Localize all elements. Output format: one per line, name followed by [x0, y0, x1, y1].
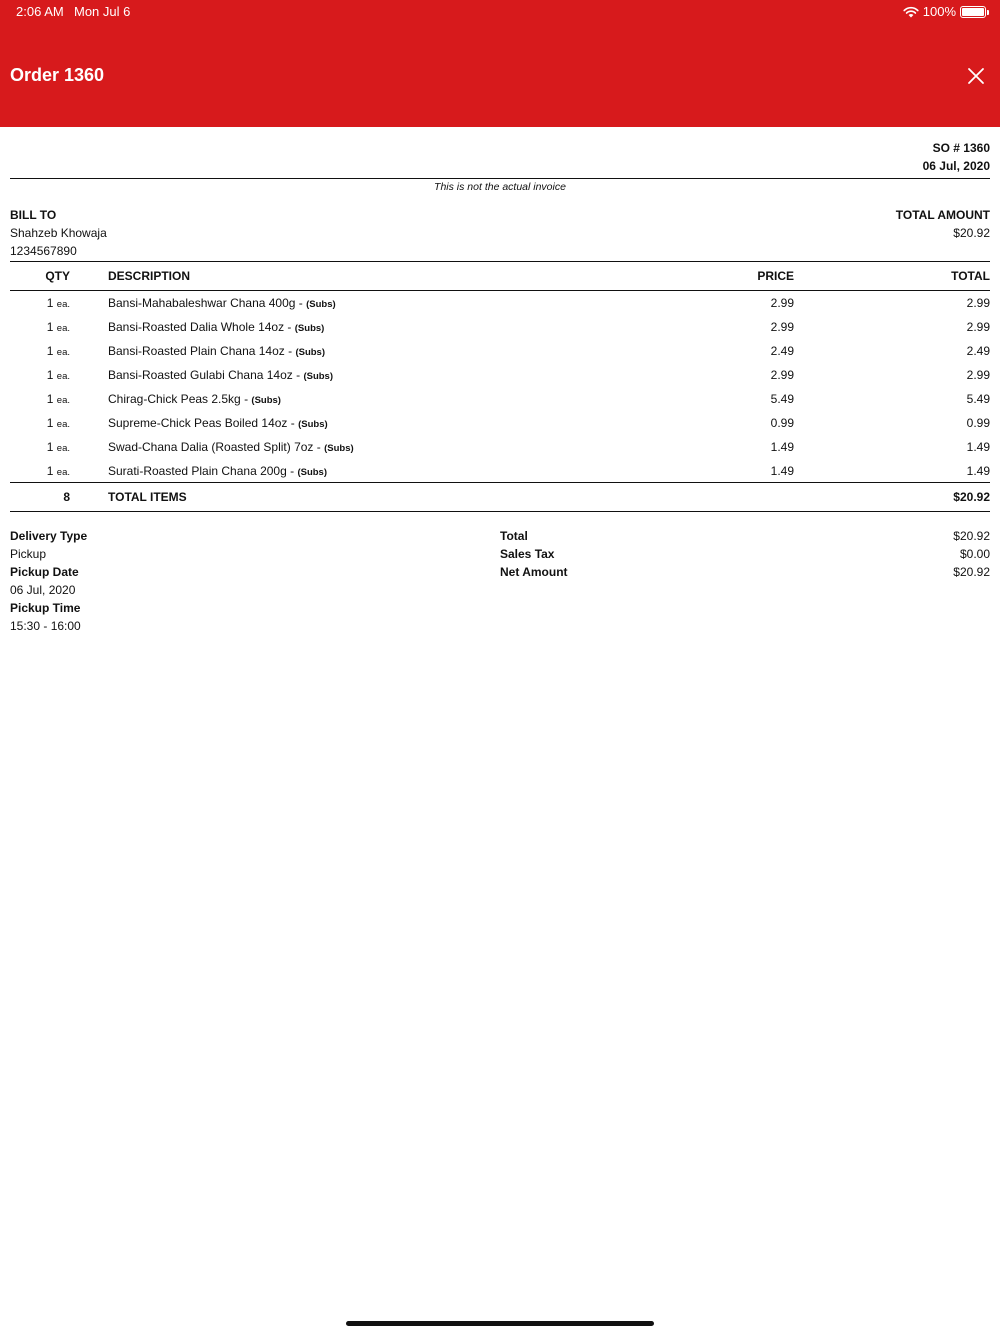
item-description	[108, 392, 281, 406]
divider	[10, 290, 990, 291]
summary-sales-tax-value: $0.00	[959, 547, 990, 561]
home-indicator[interactable]	[346, 1321, 654, 1326]
item-price: 2.99	[770, 368, 794, 382]
page-title: Order 1360	[10, 65, 105, 85]
summary-net-amount-value: $20.92	[953, 565, 990, 579]
qty-value: 1	[46, 392, 54, 406]
item-total: 2.99	[966, 320, 990, 334]
invoice-date: 06 Jul, 2020	[922, 159, 990, 173]
table-row	[0, 440, 1000, 464]
pickup-time-label: Pickup Time	[10, 601, 81, 615]
divider	[10, 178, 990, 179]
item-name: Surati-Roasted Plain Chana 200g	[108, 464, 287, 478]
item-name: Supreme-Chick Peas Boiled 14oz	[108, 416, 288, 430]
item-name: Chirag-Chick Peas 2.5kg	[108, 392, 241, 406]
item-qty	[10, 392, 70, 406]
item-price: 2.49	[770, 344, 794, 358]
item-tag: (Subs)	[306, 299, 336, 310]
item-description	[108, 464, 327, 478]
item-total: 2.99	[966, 368, 990, 382]
table-row	[0, 464, 1000, 488]
item-tag: (Subs)	[303, 371, 334, 382]
total-items-count: 8	[63, 490, 70, 504]
qty-unit: ea.	[56, 323, 70, 334]
item-separator: -	[295, 296, 307, 310]
invoice-notice: This is not the actual invoice	[434, 181, 566, 193]
item-total: 0.99	[966, 416, 990, 430]
summary-sales-tax-label: Sales Tax	[500, 547, 555, 561]
qty-value: 1	[46, 320, 54, 334]
item-separator: -	[292, 368, 304, 382]
item-qty	[10, 320, 70, 334]
summary-total-value: $20.92	[953, 529, 990, 543]
item-description	[108, 440, 354, 454]
item-total: 2.49	[966, 344, 990, 358]
item-description	[108, 416, 328, 430]
status-date: Mon Jul 6	[74, 4, 131, 19]
close-icon[interactable]	[966, 66, 986, 86]
item-description	[108, 344, 325, 358]
qty-value: 1	[46, 296, 54, 310]
qty-unit: ea.	[56, 347, 70, 358]
table-row	[0, 368, 1000, 392]
table-row	[0, 320, 1000, 344]
item-price: 0.99	[770, 416, 794, 430]
qty-unit: ea.	[56, 299, 70, 310]
item-name: Swad-Chana Dalia (Roasted Split) 7oz	[108, 440, 314, 454]
item-name: Bansi-Roasted Plain Chana 14oz	[108, 344, 285, 358]
qty-unit: ea.	[56, 467, 70, 478]
item-separator: -	[240, 392, 252, 406]
item-tag: (Subs)	[294, 323, 325, 334]
header-total: TOTAL	[951, 269, 990, 283]
status-time: 2:06 AM	[16, 4, 64, 19]
qty-value: 1	[46, 416, 54, 430]
item-price: 1.49	[770, 440, 794, 454]
bill-to-label: BILL TO	[10, 208, 57, 222]
summary-total-label: Total	[500, 529, 528, 543]
item-name: Bansi-Roasted Dalia Whole 14oz	[108, 320, 285, 334]
app-header	[0, 0, 1000, 127]
summary-net-amount-label: Net Amount	[500, 565, 568, 579]
pickup-date-value: 06 Jul, 2020	[10, 583, 76, 597]
item-description	[108, 296, 336, 310]
header-qty: QTY	[45, 269, 70, 283]
qty-unit: ea.	[56, 371, 70, 382]
item-separator: -	[286, 464, 298, 478]
delivery-type-value: Pickup	[10, 547, 47, 561]
divider	[10, 482, 990, 483]
so-block	[923, 139, 990, 175]
item-separator: -	[284, 344, 296, 358]
delivery-details	[10, 527, 87, 635]
item-qty	[10, 464, 70, 478]
item-qty	[10, 344, 70, 358]
qty-value: 1	[46, 440, 54, 454]
status-indicators	[903, 4, 986, 19]
item-total: 1.49	[966, 440, 990, 454]
item-total: 2.99	[966, 296, 990, 310]
qty-unit: ea.	[56, 443, 70, 454]
total-amount-block	[896, 206, 990, 242]
item-tag: (Subs)	[297, 467, 328, 478]
wifi-icon	[903, 6, 919, 18]
customer-phone: 1234567890	[10, 244, 77, 258]
table-row	[0, 344, 1000, 368]
total-items-label: TOTAL ITEMS	[108, 490, 187, 504]
qty-value: 1	[46, 368, 54, 382]
battery-icon	[960, 6, 986, 18]
header-description: DESCRIPTION	[108, 269, 191, 283]
total-items-amount: $20.92	[953, 490, 990, 504]
divider	[10, 511, 990, 512]
item-qty	[10, 440, 70, 454]
item-tag: (Subs)	[295, 347, 326, 358]
summary-values	[953, 527, 990, 581]
item-name: Bansi-Roasted Gulabi Chana 14oz	[108, 368, 293, 382]
bill-to	[10, 206, 107, 260]
summary-labels	[500, 527, 568, 581]
total-amount-label: TOTAL AMOUNT	[895, 208, 990, 222]
pickup-date-label: Pickup Date	[10, 565, 79, 579]
pickup-time-value: 15:30 - 16:00	[10, 619, 81, 633]
item-tag: (Subs)	[324, 443, 354, 454]
customer-name: Shahzeb Khowaja	[10, 226, 107, 240]
item-separator: -	[287, 416, 299, 430]
item-price: 5.49	[770, 392, 794, 406]
item-total: 5.49	[966, 392, 990, 406]
so-number: SO # 1360	[932, 141, 990, 155]
header-price: PRICE	[757, 269, 794, 283]
table-row	[0, 296, 1000, 320]
battery-percent: 100%	[922, 4, 956, 19]
table-row	[0, 392, 1000, 416]
item-qty	[10, 416, 70, 430]
item-qty	[10, 296, 70, 310]
item-price: 2.99	[770, 320, 794, 334]
item-separator: -	[313, 440, 325, 454]
item-tag: (Subs)	[298, 419, 328, 430]
divider	[10, 261, 990, 262]
item-tag: (Subs)	[251, 395, 281, 406]
item-total: 1.49	[966, 464, 990, 478]
delivery-type-label: Delivery Type	[10, 529, 88, 543]
item-description	[108, 320, 324, 334]
item-name: Bansi-Mahabaleshwar Chana 400g	[108, 296, 296, 310]
qty-unit: ea.	[56, 395, 70, 406]
item-price: 2.99	[770, 296, 794, 310]
qty-value: 1	[46, 464, 54, 478]
qty-value: 1	[46, 344, 54, 358]
item-qty	[10, 368, 70, 382]
total-amount-value: $20.92	[953, 226, 990, 240]
item-separator: -	[284, 320, 295, 334]
item-description	[108, 368, 333, 382]
qty-unit: ea.	[56, 419, 70, 430]
item-price: 1.49	[770, 464, 794, 478]
table-row	[0, 416, 1000, 440]
